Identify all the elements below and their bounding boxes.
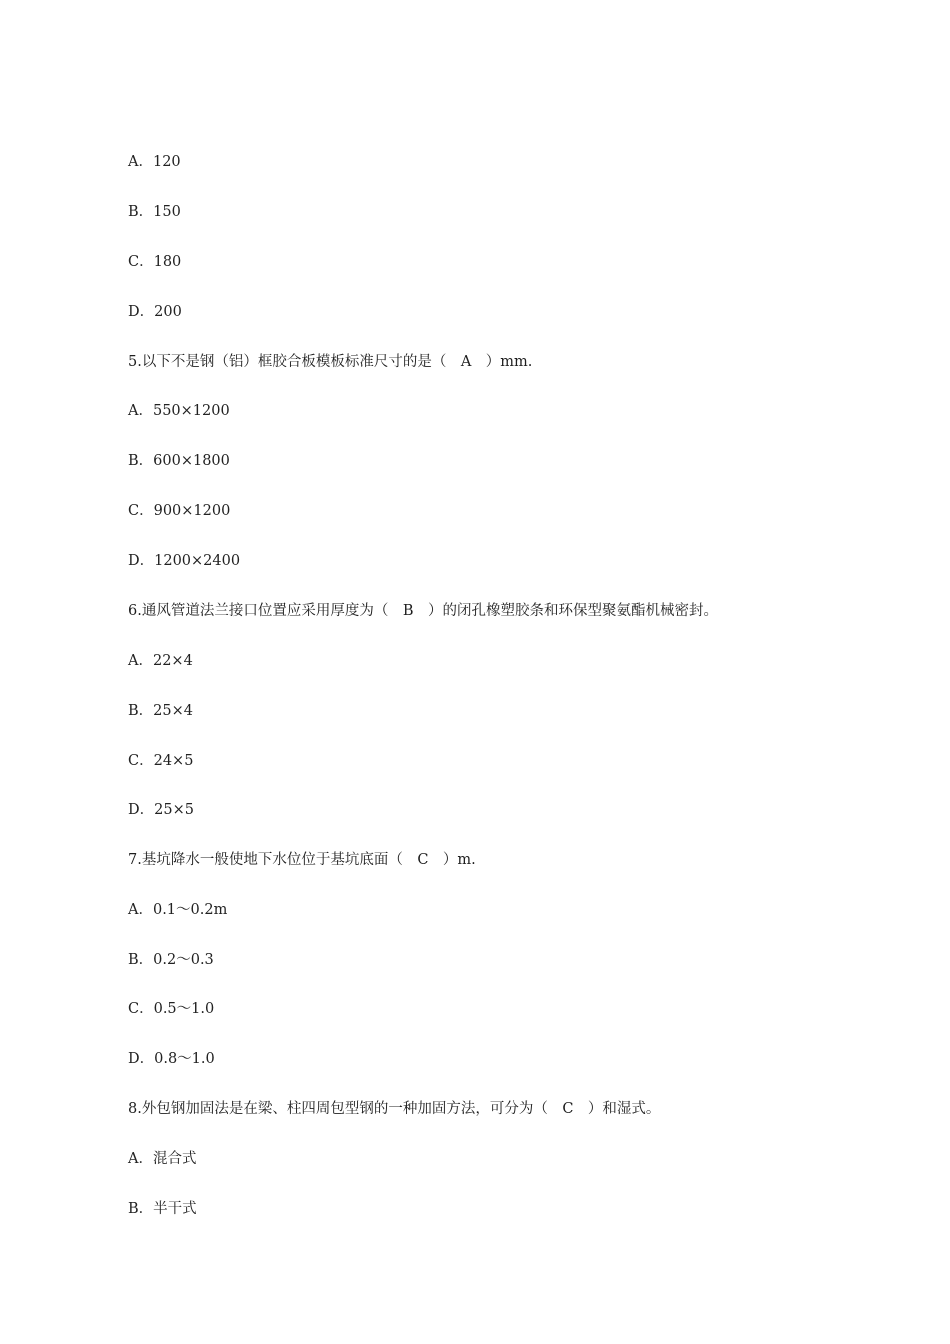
question-5: 5.以下不是钢（铝）框胶合板模板标准尺寸的是（ A ）mm. xyxy=(128,354,533,370)
option-b-q8: B．半干式 xyxy=(128,1201,197,1217)
question-7: 7.基坑降水一般使地下水位位于基坑底面（ C ）m. xyxy=(128,852,476,868)
question-6: 6.通风管道法兰接口位置应采用厚度为（ B ）的闭孔橡塑胶条和环保型聚氨酯机械密封。 xyxy=(128,603,718,619)
question-8: 8.外包钢加固法是在梁、柱四周包型钢的一种加固方法，可分为（ C ）和湿式。 xyxy=(128,1101,661,1117)
option-c-q5: C．900×1200 xyxy=(128,503,231,519)
option-a-q8: A．混合式 xyxy=(128,1151,197,1167)
option-b-q7: B．0.2～0.3 xyxy=(128,952,214,968)
option-b-q5: B．600×1800 xyxy=(128,453,230,469)
option-a-q5: A．550×1200 xyxy=(128,403,230,419)
option-c-q7: C．0.5～1.0 xyxy=(128,1001,215,1017)
option-d-q4: D．200 xyxy=(128,304,182,320)
option-c-q6: C．24×5 xyxy=(128,753,194,769)
option-d-q6: D．25×5 xyxy=(128,802,194,818)
option-b-q6: B．25×4 xyxy=(128,703,193,719)
option-b-q4: B．150 xyxy=(128,204,181,220)
option-a-q4: A．120 xyxy=(128,154,181,170)
option-a-q6: A．22×4 xyxy=(128,653,193,669)
option-d-q7: D．0.8～1.0 xyxy=(128,1051,215,1067)
option-d-q5: D．1200×2400 xyxy=(128,553,241,569)
option-a-q7: A．0.1～0.2m xyxy=(128,902,228,918)
option-c-q4: C．180 xyxy=(128,254,182,270)
